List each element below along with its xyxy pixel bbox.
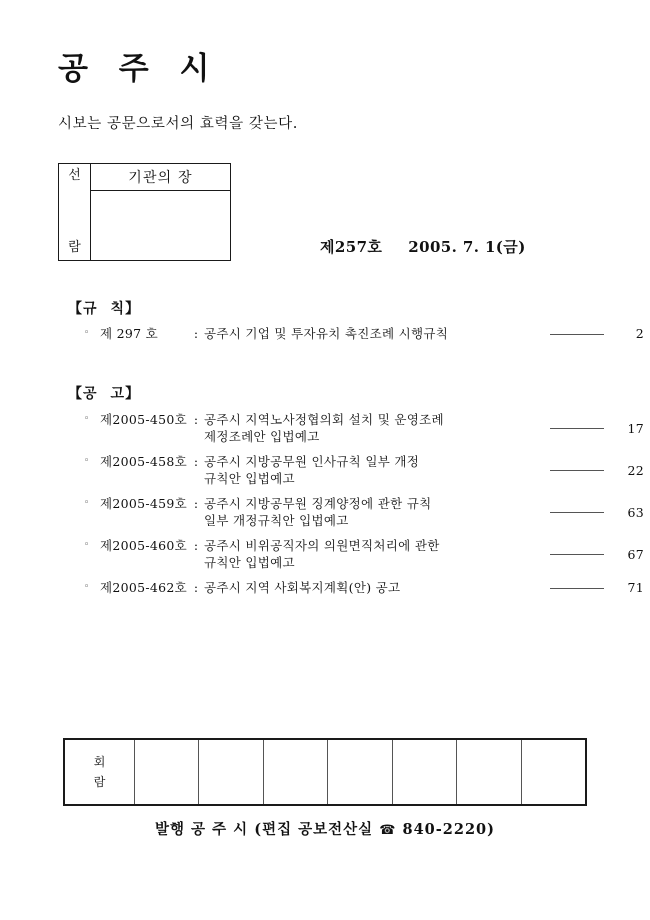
item-title: [204, 411, 546, 445]
bracket-close: 】: [125, 301, 141, 317]
item-page-number: 67: [627, 546, 644, 562]
item-title-line-1: 공주시 비위공직자의 의원면직처리에 관한: [204, 538, 440, 553]
item-title: [204, 495, 546, 529]
item-title-line-1: 공주시 지방공무원 징계양정에 관한 규칙: [204, 496, 432, 511]
approval-label-char-1: 선: [68, 168, 81, 183]
item-title-line-2: 제정조례안 입법예고: [204, 429, 320, 444]
bullet-icon: ◦: [84, 456, 90, 466]
approval-box-label: [59, 164, 91, 260]
bracket-close: 】: [125, 386, 141, 402]
item-title-line-2: 규칙안 입법예고: [204, 555, 295, 570]
item-colon: :: [193, 326, 199, 341]
issue-date: 2005. 7. 1(금): [408, 238, 526, 256]
item-colon: :: [193, 580, 199, 595]
circulation-cell[interactable]: [393, 740, 457, 804]
list-item[interactable]: [0, 495, 650, 529]
item-title-line-1: 공주시 기업 및 투자유치 촉진조례 시행규칙: [204, 326, 449, 341]
item-page-number: 22: [627, 462, 644, 478]
item-title-line-2: 규칙안 입법예고: [204, 471, 295, 486]
bullet-icon: ◦: [84, 414, 90, 424]
item-number: 제2005-458호: [100, 454, 188, 469]
section-rules-title-text-1: 규: [83, 301, 111, 317]
approval-label-char-2: 람: [68, 240, 81, 255]
bullet-icon: ◦: [84, 328, 90, 338]
list-item[interactable]: [0, 325, 650, 342]
footer-phone-number: 840-2220): [402, 821, 496, 838]
item-number: 제2005-459호: [100, 496, 188, 511]
item-title: [204, 325, 546, 342]
item-colon: :: [193, 412, 199, 427]
bracket-open: 【: [68, 386, 83, 402]
section-notices-title: [68, 383, 650, 403]
rules-toc-list: [0, 325, 650, 342]
list-item[interactable]: [0, 411, 650, 445]
circulation-cell[interactable]: [199, 740, 263, 804]
issue-info: [320, 236, 526, 257]
section-rules-title-text-2: 칙: [110, 301, 126, 317]
list-item[interactable]: [0, 579, 650, 596]
notices-toc-list: [0, 411, 650, 596]
circulation-cell[interactable]: [135, 740, 199, 804]
section-notices-title-text-1: 공: [83, 386, 111, 402]
bullet-icon: ◦: [84, 498, 90, 508]
circulation-cell[interactable]: [264, 740, 328, 804]
item-title-line-1: 공주시 지방공무원 인사규칙 일부 개정: [204, 454, 420, 469]
circulation-label-char-1: 회: [93, 755, 106, 769]
item-page-number: 71: [627, 580, 644, 595]
circulation-label-char-2: 람: [93, 775, 106, 789]
section-notices: [0, 383, 650, 596]
section-rules: [0, 298, 650, 342]
circulation-label: [65, 740, 135, 804]
page-title: 공 주 시: [58, 51, 220, 87]
approval-box: [58, 163, 231, 261]
item-colon: :: [193, 538, 199, 553]
circulation-cell[interactable]: [457, 740, 521, 804]
item-number: 제2005-462호: [100, 580, 188, 595]
list-item[interactable]: [0, 537, 650, 571]
item-title: [204, 579, 546, 596]
approval-box-signature-area: [91, 191, 230, 260]
item-title-line-1: 공주시 지역 사회복지계획(안) 공고: [204, 580, 401, 595]
footer-publisher: [0, 818, 650, 839]
issue-number: 제257호: [320, 238, 383, 256]
item-page-number: 63: [627, 504, 644, 520]
item-number: 제 297 호: [100, 326, 159, 341]
section-notices-title-text-2: 고: [110, 386, 126, 402]
bullet-icon: ◦: [84, 582, 90, 592]
bracket-open: 【: [68, 301, 83, 317]
tagline: 시보는 공문으로서의 효력을 갖는다.: [58, 116, 298, 132]
circulation-cell[interactable]: [328, 740, 392, 804]
item-colon: :: [193, 496, 199, 511]
item-title: [204, 453, 546, 487]
item-colon: :: [193, 454, 199, 469]
circulation-table: [63, 738, 587, 806]
list-item[interactable]: [0, 453, 650, 487]
item-title: [204, 537, 546, 571]
item-title-line-2: 일부 개정규칙안 입법예고: [204, 513, 349, 528]
item-number: 제2005-450호: [100, 412, 188, 427]
circulation-cell[interactable]: [522, 740, 585, 804]
footer-text: 발행 공 주 시 (편집 공보전산실: [154, 821, 374, 838]
telephone-icon: ☎: [379, 823, 397, 838]
approval-box-content: [91, 164, 230, 260]
bullet-icon: ◦: [84, 540, 90, 550]
item-page-number: 17: [627, 420, 644, 436]
section-rules-title: [68, 298, 650, 318]
item-page-number: 2: [635, 326, 644, 341]
item-number: 제2005-460호: [100, 538, 188, 553]
item-title-line-1: 공주시 지역노사정협의회 설치 및 운영조례: [204, 412, 444, 427]
approval-box-header: 기관의 장: [91, 164, 230, 191]
